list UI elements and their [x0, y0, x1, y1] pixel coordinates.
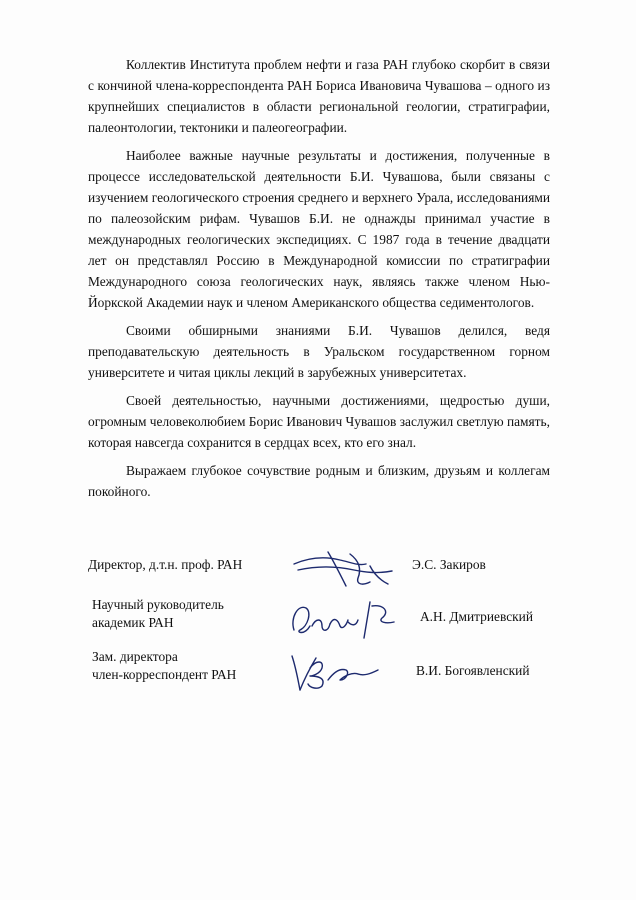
signatory-name: В.И. Богоявленский	[416, 663, 530, 678]
paragraph-condolence-intro: Коллектив Института проблем нефти и газа РАН глубоко скорбит в связи с кончиной члена-корреспондента РАН Бориса Ивановича Чувашова – одного из крупнейших специалистов в области региональной геологии, стратиграфии, палеонтологии, тектоники и палеогеографии.	[88, 57, 550, 135]
signatory-title-line: Зам. директора	[92, 649, 178, 664]
signature-block-scientific-supervisor	[0, 596, 636, 646]
signatory-title-line: член-корреспондент РАН	[92, 667, 237, 682]
signatory-title-line: Директор, д.т.н. проф. РАН	[88, 557, 243, 572]
handwritten-signature-dmitrievsky-icon	[286, 596, 404, 642]
paragraph-achievements: Наиболее важные научные результаты и достижения, полученные в процессе исследовательской деятельности Б.И. Чувашова, были связаны с изучением геологического строения среднего и верхнего Урала, исследованиями по палеозойским рифам. Чувашов Б.И. не однажды принимал участие в международных геологических экспедициях. С 1987 года в течение двадцати лет он представлял Россию в Международной комиссии по стратиграфии Международного союза геологических наук, являясь также членом Нью-Йоркской Академии наук и членом Американского общества седиментологов.	[88, 148, 550, 310]
signatory-name: Э.С. Закиров	[412, 557, 486, 572]
signatory-name: А.Н. Дмитриевский	[420, 609, 534, 624]
paragraph-teaching: Своими обширными знаниями Б.И. Чувашов делился, ведя преподавательскую деятельность в Уральском государственном горном университете и читая циклы лекций в зарубежных университетах.	[88, 323, 550, 380]
signatory-title	[88, 556, 242, 574]
letter-body	[88, 54, 550, 509]
handwritten-signature-bogoyavlensky-icon	[286, 646, 386, 694]
signature-block-director	[0, 552, 636, 602]
paragraph-sympathy: Выражаем глубокое сочувствие родным и близким, друзьям и коллегам покойного.	[88, 463, 550, 499]
signatory-title-line: Научный руководитель	[92, 597, 224, 612]
signature-block-deputy-director	[0, 648, 636, 698]
paragraph-memory: Своей деятельностью, научными достижениями, щедростью души, огромным человеколюбием Борис Иванович Чувашов заслужил светлую память, которая навсегда сохранится в сердцах всех, кто его знал.	[88, 393, 550, 450]
signatory-title	[92, 596, 224, 632]
signatory-title	[92, 648, 236, 684]
signatory-title-line: академик РАН	[92, 615, 174, 630]
handwritten-signature-zakirov-icon	[288, 544, 403, 592]
